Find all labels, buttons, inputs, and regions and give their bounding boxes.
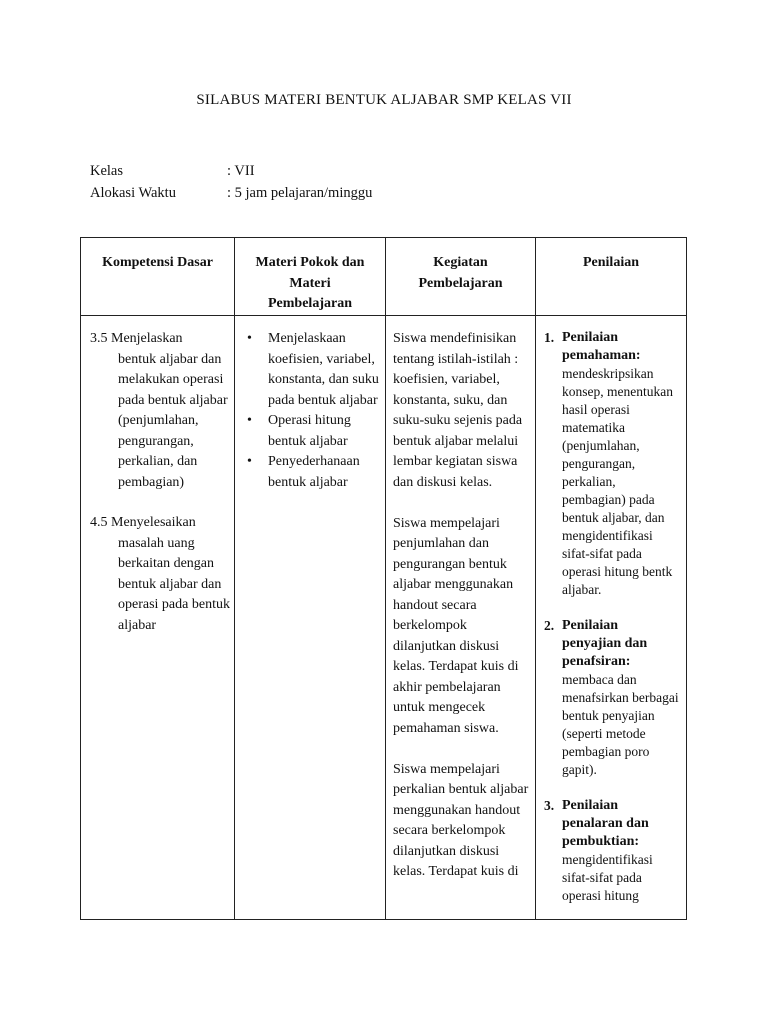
- cell-kegiatan: [386, 316, 536, 920]
- cell-penilaian: [536, 316, 687, 920]
- meta-row-alokasi-waktu: [90, 182, 372, 204]
- kd-description: masalah uang berkaitan dengan bentuk aljabar dan operasi pada bentuk aljabar: [118, 535, 230, 633]
- bullet-icon: •: [247, 331, 252, 346]
- meta-value: : VII: [227, 163, 255, 179]
- document-title: SILABUS MATERI BENTUK ALJABAR SMP KELAS VII: [196, 92, 572, 108]
- materi-text: Menjelaskaan koefisien, variabel, konstanta, dan suku pada bentuk aljabar: [268, 331, 379, 408]
- kd-description: bentuk aljabar dan melakukan operasi pada bentuk aljabar (penjumlahan, pengurangan, perkalian, dan pembagian): [118, 351, 228, 490]
- penilaian-number: 2.: [544, 618, 555, 633]
- kd-item: [90, 513, 230, 636]
- penilaian-text: mendeskripsikan konsep, menentukan hasil operasi matematika (penjumlahan, pengurangan, perkalian, pembagian) pada bentuk aljabar, dan mengidentifikasi sifat-sifat pada operasi hitung bentk aljabar.: [562, 366, 673, 597]
- cell-materi: [235, 316, 386, 920]
- penilaian-number: 3.: [544, 798, 555, 813]
- penilaian-item: [544, 617, 680, 779]
- kegiatan-paragraph: Siswa mendefinisikan tentang istilah-istilah : koefisien, variabel, konstanta, suku, dan suku-suku sejenis pada bentuk aljabar melalui lembar kegiatan siswa dan diskusi kelas.: [393, 331, 523, 490]
- bullet-icon: •: [247, 454, 252, 469]
- penilaian-item: [544, 797, 680, 905]
- materi-text: Penyederhanaan bentuk aljabar: [268, 454, 360, 490]
- kd-number-verb: 3.5 Menjelaskan: [90, 331, 183, 346]
- meta-key: Kelas: [90, 163, 124, 179]
- meta-row-kelas: [90, 160, 372, 182]
- penilaian-heading: Penilaian pemahaman:: [562, 330, 641, 363]
- list-item: [245, 329, 381, 411]
- penilaian-number: 1.: [544, 330, 555, 345]
- meta-value: : 5 jam pelajaran/minggu: [227, 185, 373, 201]
- kd-number-verb: 4.5 Menyelesaikan: [90, 515, 196, 530]
- penilaian-text: mengidentifikasi sifat-sifat pada operasi hitung: [562, 852, 653, 903]
- penilaian-heading: Penilaian penalaran dan pembuktian:: [562, 798, 649, 849]
- document-meta: [90, 160, 372, 204]
- meta-key: Alokasi Waktu: [90, 185, 176, 201]
- header-penilaian: Penilaian: [536, 238, 687, 316]
- penilaian-item: [544, 329, 680, 599]
- list-item: [245, 452, 381, 493]
- kegiatan-paragraph: Siswa mempelajari penjumlahan dan pengurangan bentuk aljabar menggunakan handout secara berkelompok dilanjutkan diskusi kelas. Terdapat kuis di akhir pembelajaran untuk mengecek pemahaman siswa.: [393, 515, 519, 736]
- table-row: [81, 316, 687, 920]
- kd-item: [90, 329, 230, 493]
- header-kompetensi-dasar: Kompetensi Dasar: [81, 238, 235, 316]
- materi-list: [235, 329, 385, 493]
- syllabus-table: [80, 237, 687, 920]
- list-item: [245, 411, 381, 452]
- header-kegiatan-pembelajaran: Kegiatan Pembelajaran: [386, 238, 536, 316]
- cell-kompetensi-dasar: [81, 316, 235, 920]
- penilaian-heading: Penilaian penyajian dan penafsiran:: [562, 618, 648, 669]
- table-header-row: [81, 238, 687, 316]
- header-materi-pokok: Materi Pokok dan Materi Pembelajaran: [235, 238, 386, 316]
- penilaian-text: membaca dan menafsirkan berbagai bentuk penyajian (seperti metode pembagian poro gapit).: [562, 672, 679, 777]
- kegiatan-paragraph: Siswa mempelajari perkalian bentuk aljabar menggunakan handout secara berkelompok dilanjutkan diskusi kelas. Terdapat kuis di: [393, 761, 529, 879]
- materi-text: Operasi hitung bentuk aljabar: [268, 413, 351, 449]
- bullet-icon: •: [247, 413, 252, 428]
